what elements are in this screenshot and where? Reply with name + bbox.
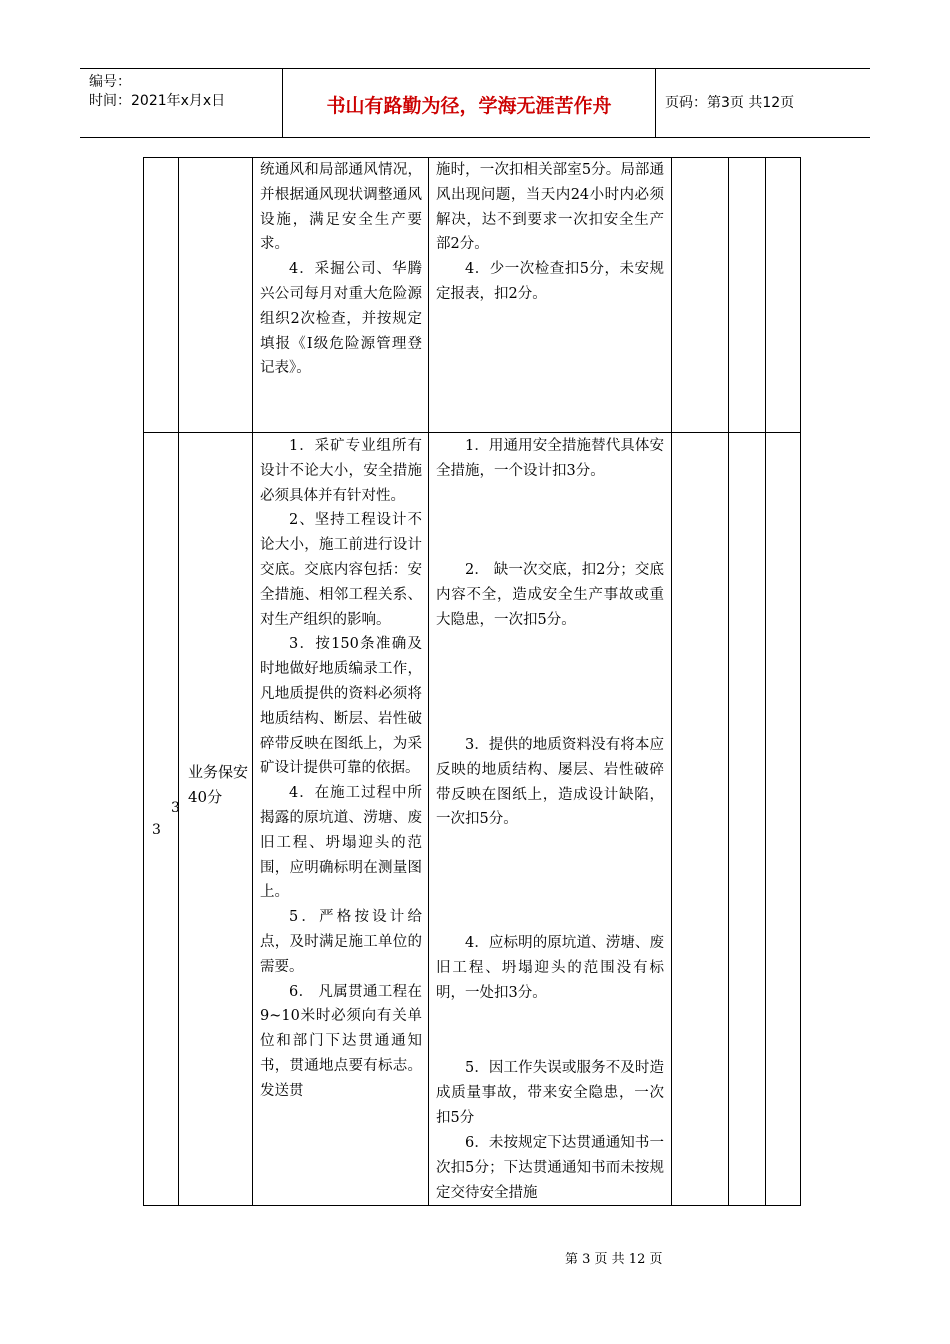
header-page-info: 页码：第3页 共12页 — [665, 95, 795, 111]
table-border — [252, 157, 253, 1206]
assessment-table — [143, 157, 801, 1206]
standard-item-1 — [436, 434, 664, 484]
prev-standard-text: 施时，一次扣相关部室5分。局部通风出现问题，当天内24小时内必须解决，达不到要求一次扣安全生产部2分。 — [436, 162, 664, 253]
standard-item-3 — [436, 733, 664, 832]
standard-text: 1．用通用安全措施替代具体安全措施，一个设计扣3分。 — [436, 438, 664, 479]
date-label: 时间：2021年x月x日 — [89, 93, 226, 109]
requirement-item: 1．采矿专业组所有设计不论大小，安全措施必须具体并有针对性。 — [260, 438, 422, 504]
standard-text: 3．提供的地质资料没有将本应反映的地质结构、屡层、岩性破碎带反映在图纸上，造成设计缺陷，一次扣5分。 — [436, 737, 664, 828]
row-sub-seq-number: 3 — [171, 800, 180, 816]
standard-text: 5．因工作失误或服务不及时造成质量事故，带来安全隐患，一次扣5分 — [436, 1060, 664, 1126]
standard-item-5 — [436, 1056, 664, 1130]
requirements-cell — [260, 434, 422, 1104]
table-border — [765, 157, 766, 1206]
row-seq-number: 3 — [152, 822, 161, 838]
standard-text: 4．应标明的原坑道、涝塘、废旧工程、坍塌迎头的范围没有标明，一处扣3分。 — [436, 935, 664, 1001]
table-border — [671, 157, 672, 1206]
table-border — [800, 157, 801, 1206]
table-border — [428, 157, 429, 1206]
requirement-item: 4．在施工过程中所揭露的原坑道、涝塘、废旧工程、坍塌迎头的范围，应明确标明在测量图上。 — [260, 785, 422, 901]
standard-text: 2． 缺一次交底，扣2分；交底内容不全，造成安全生产事故或重大隐患，一次扣5分。 — [436, 562, 664, 628]
requirement-item: 2、坚持工程设计不论大小，施工前进行设计交底。交底内容包括：安全措施、相邻工程关系、对生产组织的影响。 — [260, 512, 422, 628]
standard-item-6 — [436, 1131, 664, 1205]
table-border — [728, 157, 729, 1206]
code-label: 编号： — [89, 74, 131, 90]
item-name: 业务保安 40分 — [188, 763, 249, 806]
table-row-divider — [143, 432, 801, 433]
requirement-item: 5．严格按设计给点，及时满足施工单位的需要。 — [260, 909, 422, 975]
table-border — [143, 157, 144, 1206]
header-meta — [89, 73, 281, 111]
prev-requirement-text: 统通风和局部通风情况，并根据通风现状调整通风设施，满足安全生产要求。 — [260, 162, 422, 253]
table-border — [178, 157, 179, 1206]
page-footer: 第 3 页 共 12 页 — [565, 1252, 663, 1267]
prev-requirement-text: 4．采掘公司、华腾兴公司每月对重大危险源组织2次检查，并按规定填报《Ⅰ级危险源管理登记表》。 — [260, 261, 422, 377]
standard-item-2 — [436, 558, 664, 632]
prev-requirement-cell — [260, 158, 422, 381]
prev-standard-cell — [436, 158, 664, 307]
standard-text: 6．未按规定下达贯通通知书一次扣5分；下达贯通通知书而未按规定交待安全措施 — [436, 1135, 664, 1201]
header-divider — [655, 69, 656, 137]
header-motto: 书山有路勤为径，学海无涯苦作舟 — [326, 95, 612, 117]
requirement-item: 6． 凡属贯通工程在9~10米时必须向有关单位和部门下达贯通通知书，贯通地点要有标志。发送贯 — [260, 983, 422, 1099]
standard-item-4 — [436, 931, 664, 1005]
prev-standard-text: 4．少一次检查扣5分，未安规定报表，扣2分。 — [436, 261, 664, 302]
requirement-item: 3．按150条准确及时地做好地质编录工作，凡地质提供的资料必须将地质结构、断层、岩性破碎带反映在图纸上，为采矿设计提供可靠的依据。 — [260, 636, 422, 777]
page-header — [80, 68, 870, 138]
